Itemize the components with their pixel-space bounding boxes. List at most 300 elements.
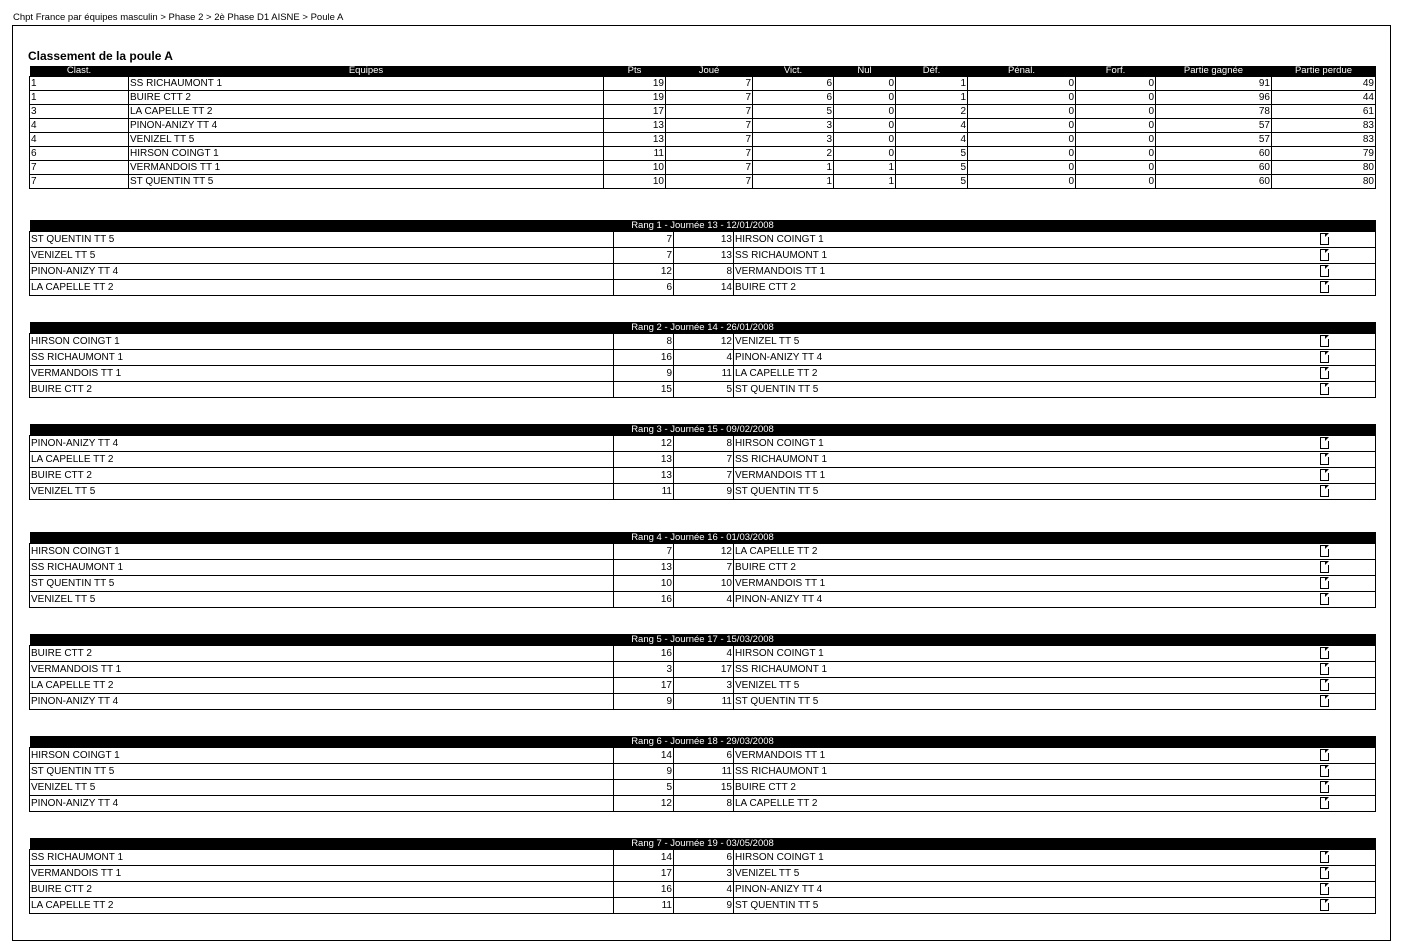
away-score-cell: 13 bbox=[674, 248, 734, 264]
match-row bbox=[30, 780, 1376, 796]
match-row bbox=[30, 264, 1376, 280]
standings-header-cell: Joué bbox=[666, 66, 753, 77]
standings-header-cell: Clast. bbox=[30, 66, 129, 77]
match-sheet-cell bbox=[1318, 694, 1376, 710]
match-row bbox=[30, 366, 1376, 382]
standings-cell: 0 bbox=[968, 147, 1076, 161]
round-table bbox=[29, 838, 1376, 914]
away-score-cell: 4 bbox=[674, 350, 734, 366]
standings-cell: 61 bbox=[1272, 105, 1376, 119]
standings-cell: 2 bbox=[896, 105, 968, 119]
standings-cell: 44 bbox=[1272, 91, 1376, 105]
standings-cell: 1 bbox=[896, 77, 968, 91]
away-score-cell: 9 bbox=[674, 898, 734, 914]
home-score-cell: 7 bbox=[614, 544, 674, 560]
standings-cell: 6 bbox=[753, 77, 834, 91]
standings-cell: 0 bbox=[834, 105, 896, 119]
document-icon[interactable] bbox=[1320, 383, 1329, 395]
match-row bbox=[30, 646, 1376, 662]
standings-cell: 4 bbox=[30, 119, 129, 133]
standings-cell: 1 bbox=[834, 175, 896, 189]
standings-header-cell: Vict. bbox=[753, 66, 834, 77]
away-team-cell: PINON-ANIZY TT 4 bbox=[734, 592, 1318, 608]
document-icon[interactable] bbox=[1320, 367, 1329, 379]
home-score-cell: 11 bbox=[614, 484, 674, 500]
match-row bbox=[30, 248, 1376, 264]
standings-cell: 0 bbox=[1076, 105, 1156, 119]
home-team-cell: LA CAPELLE TT 2 bbox=[30, 280, 614, 296]
home-score-cell: 12 bbox=[614, 264, 674, 280]
away-score-cell: 10 bbox=[674, 576, 734, 592]
home-team-cell: VERMANDOIS TT 1 bbox=[30, 662, 614, 678]
match-sheet-cell bbox=[1318, 484, 1376, 500]
standings-header-cell: Pts bbox=[604, 66, 666, 77]
away-team-cell: PINON-ANIZY TT 4 bbox=[734, 882, 1318, 898]
standings-cell: 60 bbox=[1156, 161, 1272, 175]
away-score-cell: 7 bbox=[674, 468, 734, 484]
away-score-cell: 9 bbox=[674, 484, 734, 500]
away-score-cell: 4 bbox=[674, 882, 734, 898]
standings-cell: 0 bbox=[834, 133, 896, 147]
standings-cell: 0 bbox=[834, 147, 896, 161]
away-team-cell: VERMANDOIS TT 1 bbox=[734, 576, 1318, 592]
standings-cell: 80 bbox=[1272, 161, 1376, 175]
standings-cell: 10 bbox=[604, 161, 666, 175]
standings-cell: 91 bbox=[1156, 77, 1272, 91]
standings-row bbox=[30, 91, 1376, 105]
away-team-cell: HIRSON COINGT 1 bbox=[734, 646, 1318, 662]
match-sheet-cell bbox=[1318, 898, 1376, 914]
standings-header-cell: Pénal. bbox=[968, 66, 1076, 77]
standings-cell: 80 bbox=[1272, 175, 1376, 189]
home-team-cell: BUIRE CTT 2 bbox=[30, 646, 614, 662]
document-icon[interactable] bbox=[1320, 561, 1329, 573]
home-score-cell: 14 bbox=[614, 748, 674, 764]
match-sheet-cell bbox=[1318, 882, 1376, 898]
standings-header-cell: Forf. bbox=[1076, 66, 1156, 77]
standings-body bbox=[30, 77, 1376, 189]
home-team-cell: VENIZEL TT 5 bbox=[30, 780, 614, 796]
home-score-cell: 15 bbox=[614, 382, 674, 398]
home-score-cell: 8 bbox=[614, 334, 674, 350]
standings-header-cell: Partie perdue bbox=[1272, 66, 1376, 77]
standings-cell: 0 bbox=[968, 175, 1076, 189]
team-name-cell: VERMANDOIS TT 1 bbox=[129, 161, 604, 175]
away-team-cell: ST QUENTIN TT 5 bbox=[734, 484, 1318, 500]
standings-row bbox=[30, 105, 1376, 119]
match-sheet-cell bbox=[1318, 248, 1376, 264]
standings-cell: 0 bbox=[1076, 147, 1156, 161]
away-score-cell: 8 bbox=[674, 796, 734, 812]
standings-cell: 0 bbox=[834, 91, 896, 105]
match-sheet-cell bbox=[1318, 280, 1376, 296]
home-score-cell: 16 bbox=[614, 882, 674, 898]
away-team-cell: LA CAPELLE TT 2 bbox=[734, 544, 1318, 560]
away-team-cell: SS RICHAUMONT 1 bbox=[734, 764, 1318, 780]
away-score-cell: 8 bbox=[674, 436, 734, 452]
away-team-cell: ST QUENTIN TT 5 bbox=[734, 898, 1318, 914]
home-score-cell: 13 bbox=[614, 560, 674, 576]
away-team-cell: ST QUENTIN TT 5 bbox=[734, 382, 1318, 398]
match-row bbox=[30, 850, 1376, 866]
home-score-cell: 16 bbox=[614, 646, 674, 662]
match-sheet-cell bbox=[1318, 468, 1376, 484]
match-row bbox=[30, 436, 1376, 452]
document-icon[interactable] bbox=[1320, 577, 1329, 589]
round-table bbox=[29, 736, 1376, 812]
home-score-cell: 9 bbox=[614, 764, 674, 780]
home-team-cell: BUIRE CTT 2 bbox=[30, 468, 614, 484]
standings-table bbox=[29, 66, 1376, 189]
home-score-cell: 6 bbox=[614, 280, 674, 296]
standings-cell: 4 bbox=[896, 133, 968, 147]
away-team-cell: VENIZEL TT 5 bbox=[734, 334, 1318, 350]
home-team-cell: SS RICHAUMONT 1 bbox=[30, 350, 614, 366]
document-icon[interactable] bbox=[1320, 797, 1329, 809]
standings-cell: 0 bbox=[968, 119, 1076, 133]
match-sheet-cell bbox=[1318, 662, 1376, 678]
home-team-cell: HIRSON COINGT 1 bbox=[30, 748, 614, 764]
document-icon[interactable] bbox=[1320, 899, 1329, 911]
home-score-cell: 3 bbox=[614, 662, 674, 678]
standings-cell: 1 bbox=[753, 175, 834, 189]
standings-cell: 5 bbox=[753, 105, 834, 119]
standings-row bbox=[30, 77, 1376, 91]
match-sheet-cell bbox=[1318, 544, 1376, 560]
document-icon[interactable] bbox=[1320, 851, 1329, 863]
breadcrumb: Chpt France par équipes masculin > Phase 2 > 2è Phase D1 AISNE > Poule A bbox=[13, 12, 344, 23]
document-icon[interactable] bbox=[1320, 593, 1329, 605]
round-table bbox=[29, 322, 1376, 398]
document-icon[interactable] bbox=[1320, 765, 1329, 777]
standings-cell: 7 bbox=[666, 133, 753, 147]
away-team-cell: PINON-ANIZY TT 4 bbox=[734, 350, 1318, 366]
match-sheet-cell bbox=[1318, 560, 1376, 576]
away-team-cell: VENIZEL TT 5 bbox=[734, 678, 1318, 694]
standings-cell: 0 bbox=[1076, 91, 1156, 105]
standings-header-cell: Equipes bbox=[129, 66, 604, 77]
home-team-cell: VERMANDOIS TT 1 bbox=[30, 866, 614, 882]
document-icon[interactable] bbox=[1320, 545, 1329, 557]
round-header: Rang 1 - Journée 13 - 12/01/2008 bbox=[30, 220, 1376, 232]
standings-cell: 7 bbox=[666, 91, 753, 105]
document-icon[interactable] bbox=[1320, 281, 1329, 293]
home-team-cell: LA CAPELLE TT 2 bbox=[30, 678, 614, 694]
team-name-cell: PINON-ANIZY TT 4 bbox=[129, 119, 604, 133]
round-header: Rang 2 - Journée 14 - 26/01/2008 bbox=[30, 322, 1376, 334]
match-row bbox=[30, 694, 1376, 710]
standings-cell: 5 bbox=[896, 161, 968, 175]
away-score-cell: 3 bbox=[674, 678, 734, 694]
match-row bbox=[30, 576, 1376, 592]
standings-cell: 1 bbox=[896, 91, 968, 105]
document-icon[interactable] bbox=[1320, 351, 1329, 363]
away-score-cell: 12 bbox=[674, 334, 734, 350]
home-score-cell: 16 bbox=[614, 592, 674, 608]
standings-cell: 57 bbox=[1156, 119, 1272, 133]
standings-cell: 83 bbox=[1272, 119, 1376, 133]
standings-cell: 13 bbox=[604, 133, 666, 147]
standings-cell: 0 bbox=[1076, 119, 1156, 133]
away-team-cell: SS RICHAUMONT 1 bbox=[734, 452, 1318, 468]
document-icon[interactable] bbox=[1320, 249, 1329, 261]
match-row bbox=[30, 748, 1376, 764]
standings-cell: 5 bbox=[896, 175, 968, 189]
away-team-cell: LA CAPELLE TT 2 bbox=[734, 796, 1318, 812]
away-team-cell: BUIRE CTT 2 bbox=[734, 780, 1318, 796]
away-team-cell: BUIRE CTT 2 bbox=[734, 280, 1318, 296]
away-team-cell: SS RICHAUMONT 1 bbox=[734, 248, 1318, 264]
away-score-cell: 11 bbox=[674, 694, 734, 710]
match-row bbox=[30, 382, 1376, 398]
match-row bbox=[30, 334, 1376, 350]
away-score-cell: 3 bbox=[674, 866, 734, 882]
document-icon[interactable] bbox=[1320, 453, 1329, 465]
away-score-cell: 8 bbox=[674, 264, 734, 280]
home-score-cell: 16 bbox=[614, 350, 674, 366]
round-header: Rang 5 - Journée 17 - 15/03/2008 bbox=[30, 634, 1376, 646]
standings-cell: 0 bbox=[1076, 161, 1156, 175]
match-sheet-cell bbox=[1318, 366, 1376, 382]
standings-cell: 0 bbox=[1076, 77, 1156, 91]
standings-cell: 1 bbox=[753, 161, 834, 175]
team-name-cell: BUIRE CTT 2 bbox=[129, 91, 604, 105]
standings-cell: 19 bbox=[604, 77, 666, 91]
home-score-cell: 9 bbox=[614, 366, 674, 382]
standings-cell: 5 bbox=[896, 147, 968, 161]
home-team-cell: BUIRE CTT 2 bbox=[30, 382, 614, 398]
match-row bbox=[30, 468, 1376, 484]
round-header: Rang 4 - Journée 16 - 01/03/2008 bbox=[30, 532, 1376, 544]
away-team-cell: HIRSON COINGT 1 bbox=[734, 436, 1318, 452]
document-icon[interactable] bbox=[1320, 749, 1329, 761]
match-row bbox=[30, 866, 1376, 882]
match-sheet-cell bbox=[1318, 264, 1376, 280]
match-row bbox=[30, 882, 1376, 898]
home-score-cell: 17 bbox=[614, 866, 674, 882]
match-sheet-cell bbox=[1318, 382, 1376, 398]
home-score-cell: 12 bbox=[614, 796, 674, 812]
match-row bbox=[30, 484, 1376, 500]
match-sheet-cell bbox=[1318, 232, 1376, 248]
home-team-cell: HIRSON COINGT 1 bbox=[30, 544, 614, 560]
standings-cell: 0 bbox=[834, 119, 896, 133]
standings-cell: 3 bbox=[753, 133, 834, 147]
standings-cell: 17 bbox=[604, 105, 666, 119]
team-name-cell: VENIZEL TT 5 bbox=[129, 133, 604, 147]
standings-cell: 7 bbox=[666, 105, 753, 119]
match-row bbox=[30, 452, 1376, 468]
standings-cell: 0 bbox=[968, 161, 1076, 175]
document-icon[interactable] bbox=[1320, 663, 1329, 675]
match-sheet-cell bbox=[1318, 748, 1376, 764]
home-team-cell: LA CAPELLE TT 2 bbox=[30, 898, 614, 914]
standings-cell: 1 bbox=[834, 161, 896, 175]
home-score-cell: 7 bbox=[614, 232, 674, 248]
standings-cell: 7 bbox=[666, 161, 753, 175]
match-row bbox=[30, 544, 1376, 560]
home-team-cell: VENIZEL TT 5 bbox=[30, 484, 614, 500]
away-score-cell: 11 bbox=[674, 366, 734, 382]
round-table bbox=[29, 532, 1376, 608]
away-score-cell: 12 bbox=[674, 544, 734, 560]
away-team-cell: SS RICHAUMONT 1 bbox=[734, 662, 1318, 678]
match-row bbox=[30, 560, 1376, 576]
standings-cell: 1 bbox=[30, 77, 129, 91]
round-header: Rang 7 - Journée 19 - 03/05/2008 bbox=[30, 838, 1376, 850]
standings-cell: 1 bbox=[30, 91, 129, 105]
match-sheet-cell bbox=[1318, 436, 1376, 452]
standings-cell: 7 bbox=[666, 119, 753, 133]
match-sheet-cell bbox=[1318, 850, 1376, 866]
match-sheet-cell bbox=[1318, 646, 1376, 662]
home-team-cell: PINON-ANIZY TT 4 bbox=[30, 694, 614, 710]
home-team-cell: VERMANDOIS TT 1 bbox=[30, 366, 614, 382]
standings-cell: 6 bbox=[753, 91, 834, 105]
away-score-cell: 13 bbox=[674, 232, 734, 248]
round-table bbox=[29, 634, 1376, 710]
standings-cell: 60 bbox=[1156, 147, 1272, 161]
away-team-cell: HIRSON COINGT 1 bbox=[734, 232, 1318, 248]
standings-row bbox=[30, 133, 1376, 147]
home-score-cell: 14 bbox=[614, 850, 674, 866]
document-icon[interactable] bbox=[1320, 233, 1329, 245]
document-icon[interactable] bbox=[1320, 469, 1329, 481]
match-sheet-cell bbox=[1318, 576, 1376, 592]
match-sheet-cell bbox=[1318, 796, 1376, 812]
document-icon[interactable] bbox=[1320, 883, 1329, 895]
home-score-cell: 12 bbox=[614, 436, 674, 452]
standings-cell: 7 bbox=[30, 175, 129, 189]
home-team-cell: BUIRE CTT 2 bbox=[30, 882, 614, 898]
standings-cell: 57 bbox=[1156, 133, 1272, 147]
away-score-cell: 15 bbox=[674, 780, 734, 796]
home-team-cell: ST QUENTIN TT 5 bbox=[30, 764, 614, 780]
standings-cell: 4 bbox=[30, 133, 129, 147]
match-row bbox=[30, 350, 1376, 366]
match-sheet-cell bbox=[1318, 866, 1376, 882]
away-score-cell: 7 bbox=[674, 452, 734, 468]
document-icon[interactable] bbox=[1320, 265, 1329, 277]
standings-cell: 3 bbox=[753, 119, 834, 133]
standings-header-cell: Nul bbox=[834, 66, 896, 77]
home-score-cell: 10 bbox=[614, 576, 674, 592]
match-row bbox=[30, 280, 1376, 296]
away-team-cell: VERMANDOIS TT 1 bbox=[734, 748, 1318, 764]
standings-cell: 0 bbox=[834, 77, 896, 91]
standings-row bbox=[30, 147, 1376, 161]
team-name-cell: HIRSON COINGT 1 bbox=[129, 147, 604, 161]
standings-header-cell: Déf. bbox=[896, 66, 968, 77]
standings-cell: 6 bbox=[30, 147, 129, 161]
document-icon[interactable] bbox=[1320, 867, 1329, 879]
document-icon[interactable] bbox=[1320, 679, 1329, 691]
standings-cell: 11 bbox=[604, 147, 666, 161]
match-sheet-cell bbox=[1318, 592, 1376, 608]
team-name-cell: LA CAPELLE TT 2 bbox=[129, 105, 604, 119]
away-team-cell: VERMANDOIS TT 1 bbox=[734, 264, 1318, 280]
document-icon[interactable] bbox=[1320, 695, 1329, 707]
away-team-cell: ST QUENTIN TT 5 bbox=[734, 694, 1318, 710]
home-score-cell: 7 bbox=[614, 248, 674, 264]
page-title: Classement de la poule A bbox=[28, 49, 173, 63]
away-score-cell: 6 bbox=[674, 748, 734, 764]
standings-header-cell: Partie gagnée bbox=[1156, 66, 1272, 77]
standings-cell: 7 bbox=[666, 77, 753, 91]
document-icon[interactable] bbox=[1320, 781, 1329, 793]
home-score-cell: 11 bbox=[614, 898, 674, 914]
match-row bbox=[30, 678, 1376, 694]
home-team-cell: LA CAPELLE TT 2 bbox=[30, 452, 614, 468]
document-icon[interactable] bbox=[1320, 485, 1329, 497]
home-team-cell: SS RICHAUMONT 1 bbox=[30, 850, 614, 866]
away-team-cell: BUIRE CTT 2 bbox=[734, 560, 1318, 576]
away-team-cell: VENIZEL TT 5 bbox=[734, 866, 1318, 882]
home-score-cell: 13 bbox=[614, 452, 674, 468]
standings-cell: 0 bbox=[968, 133, 1076, 147]
standings-cell: 0 bbox=[968, 105, 1076, 119]
standings-row bbox=[30, 175, 1376, 189]
standings-cell: 0 bbox=[968, 91, 1076, 105]
match-row bbox=[30, 796, 1376, 812]
standings-cell: 7 bbox=[30, 161, 129, 175]
away-score-cell: 4 bbox=[674, 646, 734, 662]
document-icon[interactable] bbox=[1320, 335, 1329, 347]
match-row bbox=[30, 764, 1376, 780]
home-score-cell: 9 bbox=[614, 694, 674, 710]
standings-cell: 3 bbox=[30, 105, 129, 119]
match-sheet-cell bbox=[1318, 764, 1376, 780]
standings-cell: 78 bbox=[1156, 105, 1272, 119]
standings-cell: 13 bbox=[604, 119, 666, 133]
match-row bbox=[30, 592, 1376, 608]
home-team-cell: PINON-ANIZY TT 4 bbox=[30, 264, 614, 280]
round-table bbox=[29, 424, 1376, 500]
match-row bbox=[30, 898, 1376, 914]
document-icon[interactable] bbox=[1320, 647, 1329, 659]
standings-cell: 83 bbox=[1272, 133, 1376, 147]
home-score-cell: 13 bbox=[614, 468, 674, 484]
team-name-cell: ST QUENTIN TT 5 bbox=[129, 175, 604, 189]
match-sheet-cell bbox=[1318, 452, 1376, 468]
away-team-cell: VERMANDOIS TT 1 bbox=[734, 468, 1318, 484]
home-team-cell: VENIZEL TT 5 bbox=[30, 592, 614, 608]
away-score-cell: 7 bbox=[674, 560, 734, 576]
home-team-cell: SS RICHAUMONT 1 bbox=[30, 560, 614, 576]
away-score-cell: 4 bbox=[674, 592, 734, 608]
document-icon[interactable] bbox=[1320, 437, 1329, 449]
team-name-cell: SS RICHAUMONT 1 bbox=[129, 77, 604, 91]
home-team-cell: PINON-ANIZY TT 4 bbox=[30, 436, 614, 452]
match-row bbox=[30, 232, 1376, 248]
standings-cell: 49 bbox=[1272, 77, 1376, 91]
standings-cell: 0 bbox=[1076, 175, 1156, 189]
away-team-cell: HIRSON COINGT 1 bbox=[734, 850, 1318, 866]
away-score-cell: 17 bbox=[674, 662, 734, 678]
away-score-cell: 14 bbox=[674, 280, 734, 296]
standings-cell: 2 bbox=[753, 147, 834, 161]
round-header: Rang 6 - Journée 18 - 29/03/2008 bbox=[30, 736, 1376, 748]
standings-cell: 7 bbox=[666, 175, 753, 189]
round-header: Rang 3 - Journée 15 - 09/02/2008 bbox=[30, 424, 1376, 436]
match-sheet-cell bbox=[1318, 350, 1376, 366]
standings-cell: 19 bbox=[604, 91, 666, 105]
standings-cell: 60 bbox=[1156, 175, 1272, 189]
standings-row bbox=[30, 119, 1376, 133]
match-sheet-cell bbox=[1318, 678, 1376, 694]
standings-cell: 7 bbox=[666, 147, 753, 161]
standings-cell: 10 bbox=[604, 175, 666, 189]
